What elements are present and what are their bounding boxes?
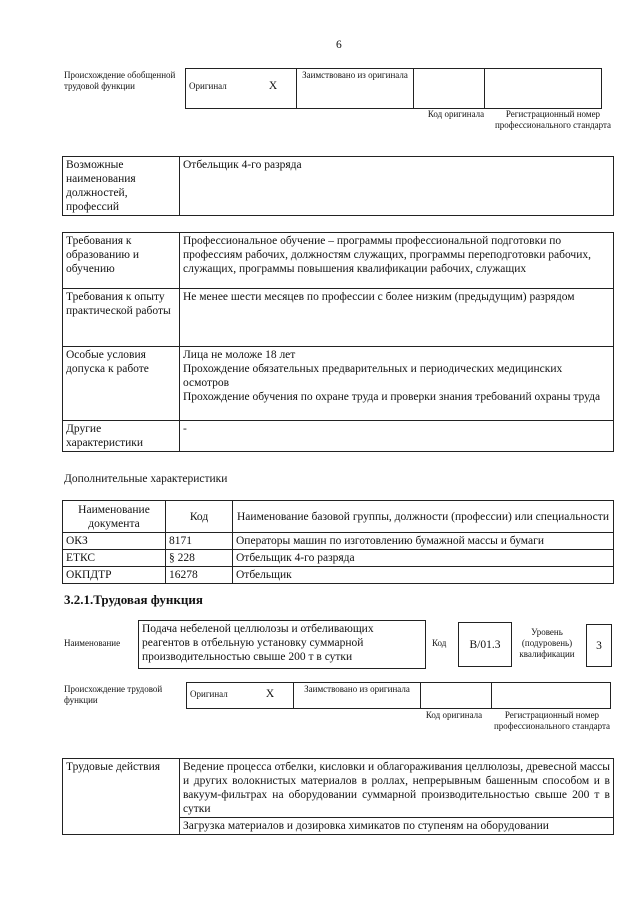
labor-actions-table	[62, 758, 614, 835]
function-name-box	[138, 620, 426, 669]
function-name-value: Подача небеленой целлюлозы и отбеливающих реагентов в отбельную установку суммарной производительностью свыше 200 т в сутки	[139, 621, 426, 669]
function-code-value: B/01.3	[459, 623, 512, 667]
original-code-cell	[414, 69, 485, 109]
table-row	[63, 567, 614, 584]
labor-action-item: Ведение процесса отбелки, кисловки и облагораживания целлюлозы, древесной массы и других волокнистых материалов в роллах, непрерывным башенным способом и в вакуум-фильтрах на оборудовании суммарной производительностью свыше 200 т в сутки	[180, 759, 614, 818]
requirements-table	[62, 232, 614, 452]
education-value: Профессиональное обучение – программы профессиональной подготовки по профессиям рабочих, должностям служащих, программы переподготовки рабочих, служащих, программы повышения квалификации рабочих, служащих	[180, 233, 614, 289]
row-document: ЕТКС	[63, 550, 166, 567]
row-document: ОКПДТР	[63, 567, 166, 584]
origin-label: Происхождение трудовой функции	[64, 684, 163, 705]
level-label: Уровень (подуровень) квалификации	[519, 627, 575, 659]
experience-value: Не менее шести месяцев по профессии с более низким (предыдущим) разрядом	[180, 289, 614, 347]
function-code-box	[458, 622, 512, 667]
original-cell: Оригинал	[186, 69, 251, 109]
row-code: 16278	[166, 567, 233, 584]
table-row	[63, 550, 614, 567]
function-heading: 3.2.1.Трудовая функция	[64, 592, 203, 607]
code-caption: Код оригинала	[427, 109, 485, 119]
regnum-cell	[485, 69, 602, 109]
original-mark: X	[247, 683, 294, 709]
job-titles-table	[62, 156, 614, 216]
additional-heading: Дополнительные характеристики	[64, 473, 228, 485]
row-group: Операторы машин по изготовлению бумажной массы и бумаги	[233, 533, 614, 550]
job-titles-label: Возможные наименования должностей, профессий	[63, 157, 180, 216]
regnum-caption: Регистрационный номер профессионального стандарта	[493, 710, 611, 731]
row-code: 8171	[166, 533, 233, 550]
admission-value	[180, 347, 614, 421]
experience-label: Требования к опыту практической работы	[63, 289, 180, 347]
level-box	[586, 624, 612, 667]
function-code-label: Код	[432, 638, 447, 648]
other-value: -	[180, 421, 614, 452]
original-mark: X	[250, 69, 297, 109]
regnum-caption: Регистрационный номер профессионального стандарта	[494, 109, 612, 130]
labor-action-item: Загрузка материалов и дозировка химикатов по ступеням на оборудовании	[180, 818, 614, 835]
borrowed-cell: Заимствовано из оригинала	[294, 683, 421, 709]
borrowed-cell: Заимствовано из оригинала	[297, 69, 414, 109]
row-code: § 228	[166, 550, 233, 567]
admission-line: Лица не моложе 18 лет	[183, 349, 296, 361]
origin-table	[186, 682, 611, 709]
original-code-cell	[421, 683, 492, 709]
labor-actions-label: Трудовые действия	[63, 759, 180, 835]
function-name-label: Наименование	[64, 638, 121, 648]
admission-line: Прохождение обязательных предварительных и периодических медицинских осмотров	[183, 363, 563, 389]
page-number: 6	[336, 39, 342, 51]
original-cell: Оригинал	[187, 683, 248, 709]
level-value: 3	[587, 625, 612, 667]
additional-table	[62, 500, 614, 584]
admission-label: Особые условия допуска к работе	[63, 347, 180, 421]
row-group: Отбельщик 4-го разряда	[233, 550, 614, 567]
header-document: Наименование документа	[63, 501, 166, 533]
code-caption: Код оригинала	[425, 710, 483, 720]
table-row	[63, 533, 614, 550]
row-document: ОКЗ	[63, 533, 166, 550]
admission-line: Прохождение обучения по охране труда и проверки знания требований охраны труда	[183, 391, 601, 403]
education-label: Требования к образованию и обучению	[63, 233, 180, 289]
job-titles-value: Отбельщик 4-го разряда	[180, 157, 614, 216]
origin-label: Происхождение обобщенной трудовой функции	[64, 70, 176, 91]
header-code: Код	[166, 501, 233, 533]
regnum-cell	[492, 683, 611, 709]
origin-table	[185, 68, 602, 109]
other-label: Другие характеристики	[63, 421, 180, 452]
header-group: Наименование базовой группы, должности (профессии) или специальности	[233, 501, 614, 533]
row-group: Отбельщик	[233, 567, 614, 584]
